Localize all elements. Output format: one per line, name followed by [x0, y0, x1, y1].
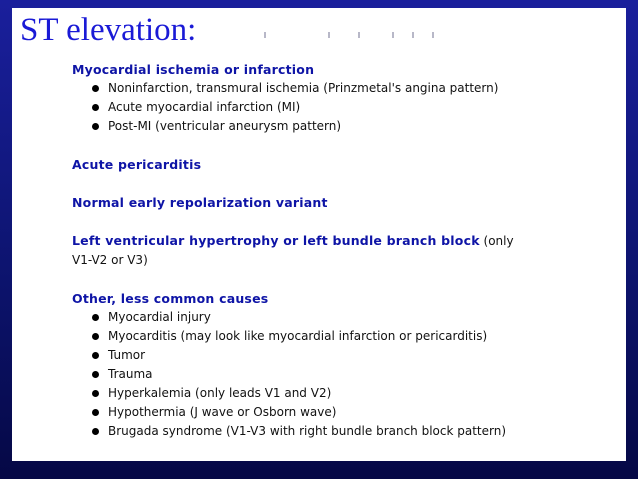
bullet-icon — [92, 371, 99, 378]
lvh-note: (only — [483, 234, 514, 248]
section-heading-mi: Myocardial ischemia or infarction — [72, 62, 315, 77]
list-item: Tumor — [72, 346, 617, 365]
list-item: Myocardial injury — [72, 308, 617, 327]
mi-list — [72, 79, 617, 136]
other-list — [72, 308, 617, 441]
list-item: Hypothermia (J wave or Osborn wave) — [72, 403, 617, 422]
list-item: Post-MI (ventricular aneurysm pattern) — [72, 117, 617, 136]
lvh-note-continued: V1-V2 or V3) — [72, 253, 148, 267]
slide-title: ST elevation: — [20, 12, 197, 48]
content-list — [72, 60, 617, 441]
list-item: Myocarditis (may look like myocardial infarction or pericarditis) — [72, 327, 617, 346]
bullet-icon — [92, 333, 99, 340]
bullet-icon — [92, 428, 99, 435]
bullet-icon — [92, 104, 99, 111]
section-heading-lvh: Left ventricular hypertrophy or left bundle branch block — [72, 233, 480, 248]
section-heading-other: Other, less common causes — [72, 291, 269, 306]
section-heading-pericarditis: Acute pericarditis — [72, 157, 202, 172]
bullet-icon — [92, 123, 99, 130]
list-item: Trauma — [72, 365, 617, 384]
bullet-icon — [92, 314, 99, 321]
decorative-ticks — [246, 32, 446, 42]
list-item: Hyperkalemia (only leads V1 and V2) — [72, 384, 617, 403]
lvh-line — [72, 231, 617, 251]
bullet-icon — [92, 390, 99, 397]
bullet-icon — [92, 409, 99, 416]
bullet-icon — [92, 85, 99, 92]
list-item: Acute myocardial infarction (MI) — [72, 98, 617, 117]
list-item: Noninfarction, transmural ischemia (Prinzmetal's angina pattern) — [72, 79, 617, 98]
list-item: Brugada syndrome (V1-V3 with right bundle branch block pattern) — [72, 422, 617, 441]
slide-canvas — [12, 8, 626, 461]
bullet-icon — [92, 352, 99, 359]
section-heading-early-repolarization: Normal early repolarization variant — [72, 195, 328, 210]
